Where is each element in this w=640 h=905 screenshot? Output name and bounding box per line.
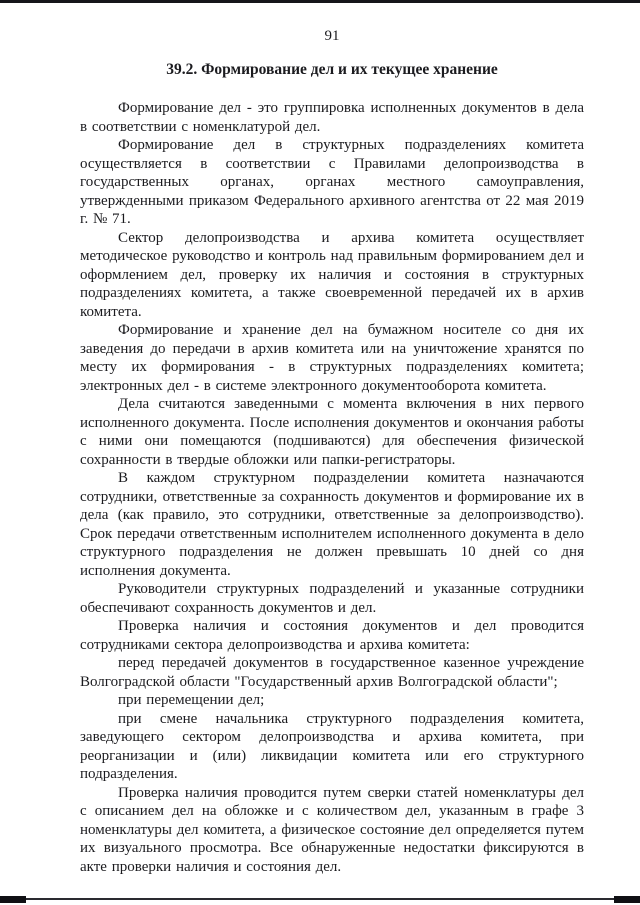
scan-corner-left xyxy=(0,896,26,903)
paragraph: Формирование и хранение дел на бумажном носителе со дня их заведения до передачи в архив комитета или на уничтожение хранятся по месту их формирования - в структурных подразделениях комитета; электронных дел - в системе электронного документооборота комитета. xyxy=(80,322,584,394)
paragraph: Руководители структурных подразделений и указанные сотрудники обеспечивают сохранность документов и дел. xyxy=(80,581,584,616)
scan-edge-bottom xyxy=(0,898,640,900)
paragraph: Формирование дел в структурных подразделениях комитета осуществляется в соответствии с Правилами делопроизводства в государственных органах, органах местного самоуправления, утвержденными приказом Федерального архивного агентства от 22 мая 2019 г. № 71. xyxy=(80,137,584,227)
paragraph: Формирование дел - это группировка исполненных документов в дела в соответствии с номенклатурой дел. xyxy=(80,100,584,135)
paragraph: Дела считаются заведенными с момента включения в них первого исполненного документа. После исполнения документов и окончания работы с ними они помещаются (подшиваются) для обеспечения физической сохранности в твердые обложки или папки-регистраторы. xyxy=(80,396,584,468)
paragraph: при смене начальника структурного подразделения комитета, заведующего сектором делопроизводства и архива комитета, при реорганизации и (или) ликвидации комитета или его структурного подразделения. xyxy=(80,710,584,782)
page-number: 91 xyxy=(324,28,340,44)
paragraph: Проверка наличия проводится путем сверки статей номенклатуры дел с описанием дел на обложке и с количеством дел, указанным в графе 3 номенклатуры дел комитета, а физическое состояние дел определяется путем их визуального просмотра. Все обнаруженные недостатки фиксируются в акте проверки наличия и состояния дел. xyxy=(80,784,584,875)
paragraph: Проверка наличия и состояния документов и дел проводится сотрудниками сектора делопроизводства и архива комитета: xyxy=(80,618,584,653)
paragraph: В каждом структурном подразделении комитета назначаются сотрудники, ответственные за сохранность документов и формирование их в дела (как правило, это сотрудники, ответственные за делопроизводство). Срок передачи ответственным исполнителем исполненного документа в дело структурного подразделения не должен превышать 10 дней со дня исполнения документа. xyxy=(80,470,584,579)
scan-corner-right xyxy=(614,896,640,903)
paragraphs xyxy=(80,99,584,876)
paragraph: перед передачей документов в государственное казенное учреждение Волгоградской области "Государственный архив Волгоградской области"; xyxy=(80,655,584,690)
paragraph: Сектор делопроизводства и архива комитета осуществляет методическое руководство и контроль над правильным формированием дел и оформлением дел, проверку их наличия и состояния в структурных подразделениях комитета, а также своевременной передачей их в архив комитета. xyxy=(80,229,584,320)
paragraph: при перемещении дел; xyxy=(118,692,265,708)
section-heading: 39.2. Формирование дел и их текущее хранение xyxy=(166,61,498,78)
